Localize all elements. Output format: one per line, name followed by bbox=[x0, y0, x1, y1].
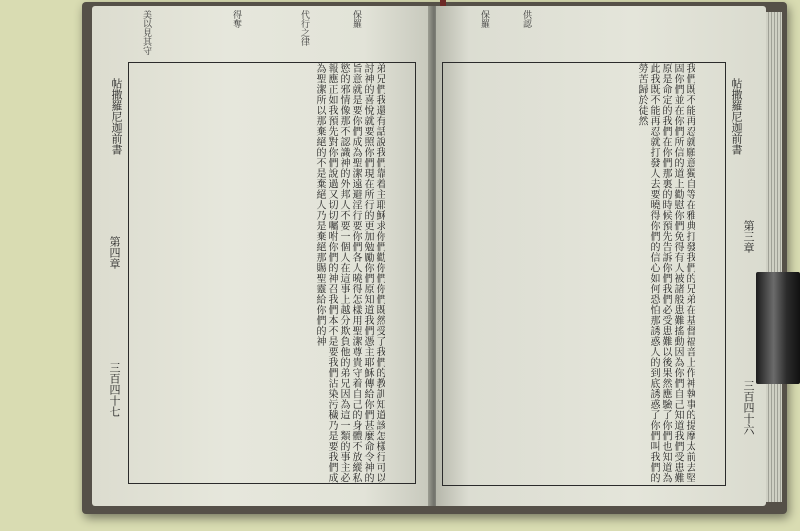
black-clip-tab bbox=[756, 272, 800, 384]
left-handwritten-note-1: 美以見其守 bbox=[141, 10, 151, 55]
left-handwritten-note-3: 代行之律 bbox=[299, 10, 309, 46]
left-handwritten-note-4: 保羅 bbox=[351, 10, 361, 28]
left-handwritten-note-2: 得奪 bbox=[231, 10, 241, 28]
right-running-title: 帖撒羅尼迦前書 bbox=[730, 78, 743, 155]
page-edges bbox=[766, 12, 782, 502]
right-handwritten-note-1: 保羅 bbox=[479, 10, 489, 28]
left-running-title: 帖撒羅尼迦前書 bbox=[110, 78, 123, 155]
left-page-number: 三百四十七 bbox=[108, 362, 121, 417]
left-chapter-label: 第四章 bbox=[108, 236, 121, 269]
right-handwritten-note-2: 供認 bbox=[521, 10, 531, 28]
right-page-number: 三百四十六 bbox=[742, 380, 755, 435]
right-body-text: 我們既不能再忍就願意獨自等在雅典打發我們的兄弟在基督福音上作神執事的提摩太前去堅固你們並在你們所信的道上勸慰你們免得有人被諸般患難搖動因為你們自己知道我們受患難原是命定的我們在你們那裏的時候預先告訴你們我們必受患難以後果然應驗了你們也知道為此我既不能再忍就打發人去要曉得你們的信心如何恐怕那誘惑人的到底誘惑了你們叫我們的勞苦歸於徒然 bbox=[636, 63, 695, 483]
left-body-text: 弟兄們我還有話說我們靠着主耶穌求你們勸你們你們既然受了我們的教訓知道該怎樣行可以討神的喜悅就要照你們現在所行的更加勉勵你們原知道我們憑主耶穌傳給你們甚麼命令神的旨意就是要你們成為聖潔遠避淫行要你們各人曉得怎樣用聖潔尊貴守着自己的身體不放縱私慾的邪情像那不認識神的外邦人不要一個人在這事上越分欺負他的弟兄因為這一類的事主必報應正如我預先對你們說過又切切囑咐你們的神召我們本不是要我們沾染污穢乃是要我們成為聖潔所以那棄絕的不是棄絕人乃是棄絕那賜聖靈給你們的神 bbox=[314, 63, 385, 483]
right-chapter-label: 第三章 bbox=[742, 220, 755, 253]
right-text-frame bbox=[442, 62, 726, 486]
left-text-frame bbox=[128, 62, 416, 484]
